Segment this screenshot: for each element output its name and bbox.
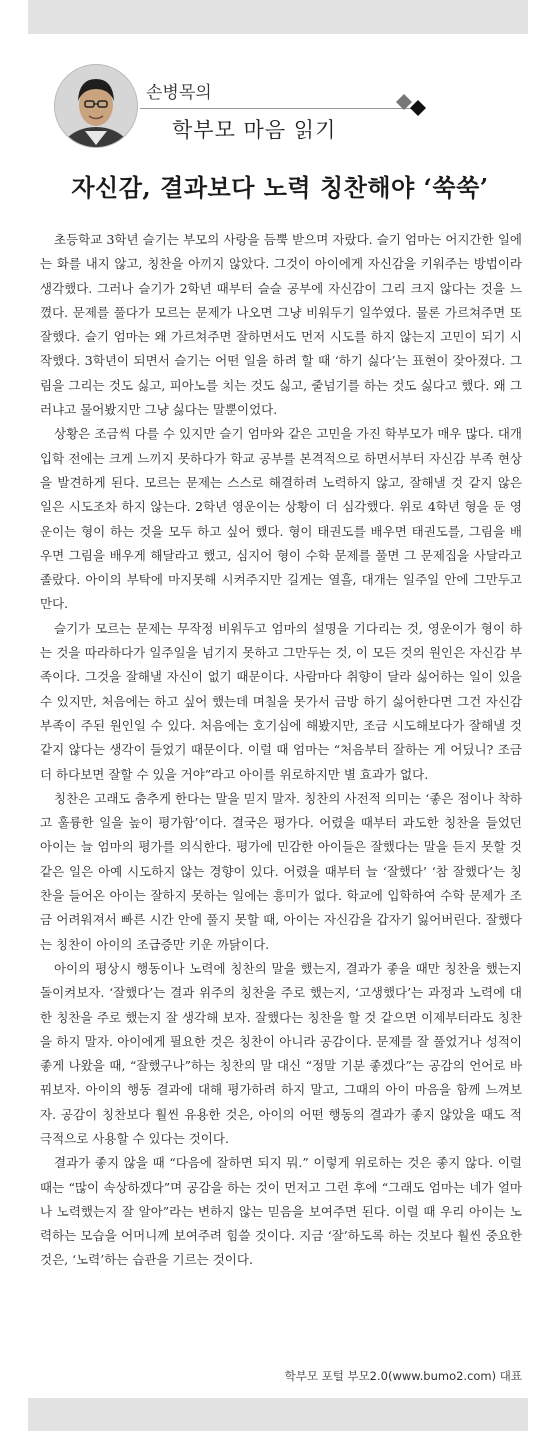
article-paragraph: 아이의 평상시 행동이나 노력에 칭찬의 말을 했는지, 결과가 좋을 때만 칭찬을 했는지 돌이켜보자. ‘잘했다’는 결과 위주의 칭찬을 주로 했는지, ‘고생했다’는 과정과 노력에 대한 칭찬을 주로 했는지 잘 생각해 보자. 잘했다는 칭찬을 할 것 같으면 이제부터라도 칭찬을 하지 말자. 아이에게 필요한 것은 칭찬이 아니라 공감이다. 문제를 잘 풀었거나 성적이 좋게 나왔을 때, “잘했구나”하는 칭찬의 말 대신 “정말 기분 좋겠다”는 공감의 언어로 바꿔보자. 아이의 행동 결과에 대해 평가하려 하지 말고, 그때의 아이 마음을 함께 느껴보자. 공감이 칭찬보다 훨씬 유용한 것은, 아이의 어떤 행동의 결과가 좋지 않았을 때도 적극적으로 사용할 수 있다는 것이다. bbox=[40, 960, 522, 1146]
column-header bbox=[0, 50, 560, 150]
column-title: 학부모 마음 읽기 bbox=[172, 118, 337, 142]
column-author: 손병목의 bbox=[146, 83, 212, 103]
bottom-band bbox=[28, 1398, 528, 1431]
author-photo-illustration bbox=[55, 65, 137, 147]
article-paragraph: 칭찬은 고래도 춤추게 한다는 말을 믿지 말자. 칭찬의 사전적 의미는 ‘좋은 점이나 착하고 훌륭한 일을 높이 평가함’이다. 결국은 평가다. 어렸을 때부터 과도한 칭찬을 들었던 아이는 늘 엄마의 평가를 의식한다. 평가에 민감한 아이들은 잘했다는 말을 듣지 못할 것 같은 일은 아예 시도하지 않는 경향이 있다. 어렸을 때부터 늘 ‘잘했다’ ‘참 잘했다’는 칭찬을 들어온 아이는 잘하지 못하는 일에는 흥미가 없다. 학교에 입학하여 수학 문제가 조금 어려워져서 빠른 시간 안에 풀지 못할 때, 아이는 자신감을 갑자기 잃어버린다. 잘했다는 칭찬이 아이의 조급증만 키운 까닭이다. bbox=[40, 790, 522, 952]
headline: 자신감, 결과보다 노력 칭찬해야 ‘쑥쑥’ bbox=[71, 173, 489, 202]
article-paragraph: 슬기가 모르는 문제는 무작정 비워두고 엄마의 설명을 기다리는 것, 영운이가 형이 하는 것을 따라하다가 일주일을 넘기지 못하고 그만두는 것, 이 모든 것의 원인은 자신감 부족이다. 그것을 잘해낼 자신이 없기 때문이다. 사람마다 취향이 달라 싫어하는 일이 있을 수 있지만, 처음에는 하고 싶어 했는데 며칠을 못가서 금방 하기 싫어한다면 그건 자신감 부족이 주된 원인일 수 있다. 처음에는 호기심에 해봤지만, 조금 시도해보다가 잘해낼 것 같지 않다는 생각이 들었기 때문이다. 이럴 때 엄마는 “처음부터 잘하는 게 어딨니? 조금 더 하다보면 잘할 수 있을 거야”라고 아이를 위로하지만 별 효과가 없다. bbox=[40, 620, 522, 782]
author-photo bbox=[54, 64, 138, 148]
header-divider bbox=[140, 108, 412, 109]
article-body bbox=[40, 228, 522, 1273]
author-byline: 학부모 포털 부모2.0(www.bumo2.com) 대표 bbox=[284, 1369, 522, 1383]
top-band bbox=[28, 0, 528, 34]
article-paragraph: 결과가 좋지 않을 때 “다음에 잘하면 되지 뭐.” 이렇게 위로하는 것은 좋지 않다. 이럴 때는 “많이 속상하겠다”며 공감을 하는 것이 먼저고 그런 후에 “그래도 엄마는 네가 얼마나 노력했는지 잘 알아”라는 변하지 않는 믿음을 보여주면 된다. 이럴 때 우리 아이는 노력하는 모습을 어머니께 보여주려 힘쓸 것이다. 지금 ‘잘’하도록 하는 것보다 훨씬 중요한 것은, ‘노력’하는 습관을 기르는 것이다. bbox=[40, 1155, 522, 1268]
article-paragraph: 초등학교 3학년 슬기는 부모의 사랑을 듬뿍 받으며 자랐다. 슬기 엄마는 어지간한 일에는 화를 내지 않고, 칭찬을 아끼지 않았다. 그것이 아이에게 자신감을 키워주는 방법이라 생각했다. 그러나 슬기가 2학년 때부터 슬슬 공부에 자신감이 그리 크지 않다는 것을 느꼈다. 문제를 풀다가 모르는 문제가 나오면 그냥 비워두기 일쑤였다. 물론 가르쳐주면 또 잘했다. 슬기 엄마는 왜 가르쳐주면 잘하면서도 먼저 시도를 하지 않는지 고민이 되기 시작했다. 3학년이 되면서 슬기는 어떤 일을 하려 할 때 ‘하기 싫다’는 표현이 잦아졌다. 그림을 그리는 것도 싫고, 피아노를 치는 것도 싫고, 줄넘기를 하는 것도 싫다고 했다. 왜 그러냐고 물어봤지만 그냥 싫다는 말뿐이었다. bbox=[40, 232, 522, 418]
diamond-ornament-icon bbox=[392, 86, 432, 130]
article-paragraph: 상황은 조금씩 다를 수 있지만 슬기 엄마와 같은 고민을 가진 학부모가 매우 많다. 대개 입학 전에는 크게 느끼지 못하다가 학교 공부를 본격적으로 하면서부터 자신감 부족 현상을 발견하게 된다. 모르는 문제는 스스로 해결하려 노력하지 않고, 잘해낼 것 같지 않은 일은 시도조차 하지 않는다. 2학년 영운이는 상황이 더 심각했다. 위로 4학년 형을 둔 영운이는 형이 하는 것을 모두 하고 싶어 했다. 형이 태권도를 배우면 태권도를, 그림을 배우면 그림을 배우게 해달라고 했고, 심지어 형이 수학 문제를 풀면 그 문제집을 사달라고 졸랐다. 아이의 부탁에 마지못해 시켜주지만 길게는 열흘, 대개는 일주일 안에 그만두고 만다. bbox=[40, 426, 522, 612]
